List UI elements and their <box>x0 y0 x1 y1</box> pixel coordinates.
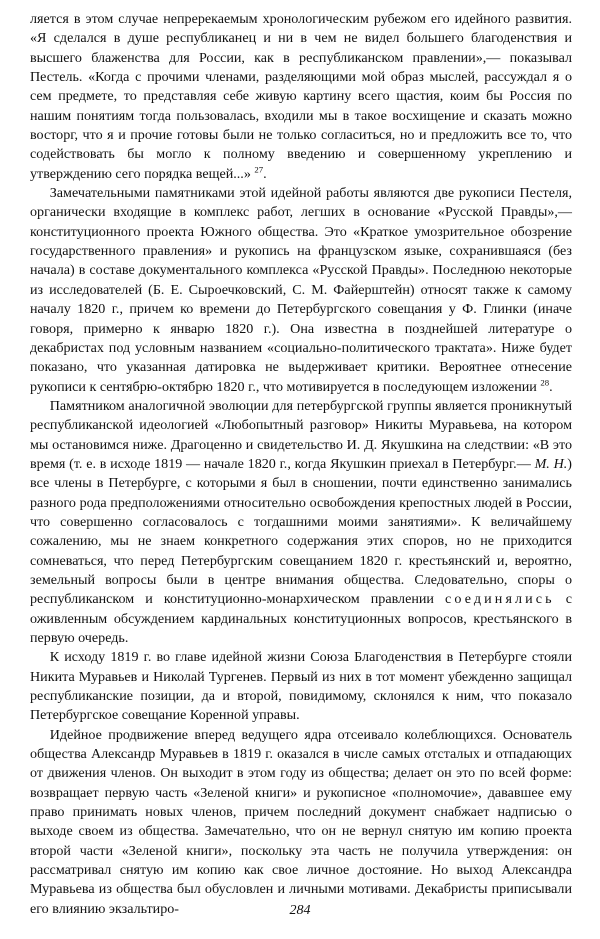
editor-initials: М. Н. <box>534 455 568 472</box>
footnote-ref: 27 <box>254 164 264 175</box>
text-run: ) все члены в Петербурге, с которыми я был в сношении, почти единственно занимались разного рода предположениями относительно освобождения крепостных людей в России, что совершенно согласовалось с тогдашними моими занятиями». К величайшему сожалению, мы не знаем конкретного содержания этих споров, но не приходится сомневаться, что перед Петербургским совещанием 1820 г. крестьянский и, вероятно, земельный вопросы были в центре внимания общества. Следовательно, споры о республиканском и конституционно-монархическом правлении <box>30 455 572 608</box>
text-run: ляется в этом случае непререкаемым хронологическим рубежом его идейного развития. «Я сделался в душе республиканец и ни в чем не видел большего благоденствия и высшего блаженства для России, как в республиканском правлении»,— показывал Пестель. «Когда с прочими членами, разделяющими мой образ мыслей, рассуждал я о сем предмете, то представляя себе живую картину всего щастия, коим бы Россия по нашим понятиям тогда пользовалась, входили мы в такое восхищение и сказать можно восторг, что я и прочие готовы были не только согласиться, но и предложить все то, что содействовать бы могло к полному введению и совершенному укреплению и утверждению сего порядка вещей...» <box>30 11 572 182</box>
page-number: 284 <box>289 903 311 918</box>
text-run: К исходу 1819 г. во главе идейной жизни Союза Благоденствия в Петербурге стояли Никита Муравьев и Николай Тургенев. Первый из них в тот момент убежденно защищал республиканские позиции, да и второй, повидимому, склонялся к ним, что показало Петербургское совещание Коренной управы. <box>30 649 572 724</box>
paragraph-petersburg-group <box>30 397 572 648</box>
paragraph-union-of-welfare <box>30 648 572 725</box>
text-run: Замечательными памятниками этой идейной работы являются две рукописи Пестеля, органически входящие в комплекс работ, легших в основание «Русской Правды»,— конституционного проекта Южного общества. Это «Краткое умозрительное обозрение государственного правления» и рукопись на французском языке, сохранившаяся (без начала) в составе документального комплекса «Русской Правды». Последнюю некоторые из исследователей (Б. Е. Сыроечковский, С. М. Файерштейн) относят также к самому началу 1820 г., причем ко времени до Петербургского совещания у Ф. Глинки (иначе говоря, примерно к январю 1820 г.). Она известна в позднейшей литературе о декабристах под условным названием «социально-политического трактата». Ниже будет показано, что указанная датировка не выдерживает критики. Вероятнее отнесение рукописи к сентябрю-октябрю 1820 г., что мотивируется в последующем изложении <box>30 185 572 395</box>
text-run: Памятником аналогичной эволюции для петербургской группы является проникнутый республиканской идеологией «Любопытный разговор» Никиты Муравьева, на котором мы остановимся ниже. Драгоценно и свидетельство И. Д. Якушкина на следствии: «В это время (т. е. в исходе 1819 — начале 1820 г., когда Якушкин приехал в Петербург.— <box>30 397 572 472</box>
paragraph-continuation <box>30 10 572 184</box>
paragraph-alexander-muravyov <box>30 726 572 919</box>
paragraph-pestel-manuscripts <box>30 184 572 397</box>
text-run: . <box>549 378 553 395</box>
body-text <box>30 10 572 919</box>
text-run: Идейное продвижение вперед ведущего ядра отсеивало колеблющихся. Основатель общества Александр Муравьев в 1819 г. оказался в числе самых отсталых и отпадающих от движения членов. Он выходит в этом году из общества; делает он это по всей форме: возвращает первую часть «Зеленой книги» и рукописное «полномочие», дававшее ему право принимать новых членов, причем последний документ снабжает надписью о выходе своем из общества. Замечательно, что он не вернул снятую им копию проекта второй части «Зеленой книги», поскольку эта часть не получила утверждения: он рассматривал снятую им копию как свое личное достояние. Но выход Александра Муравьева из общества был обусловлен и личными мотивами. Декабристы приписывали его влиянию экзальтиро- <box>30 726 572 917</box>
text-run: . <box>263 165 267 182</box>
footnote-ref: 28 <box>540 376 550 387</box>
spaced-emphasis: соединялись <box>445 591 555 608</box>
text-run: с оживленным обсуждением кардинальных конституционных вопросов, крестьянского в первую очередь. <box>30 591 573 646</box>
